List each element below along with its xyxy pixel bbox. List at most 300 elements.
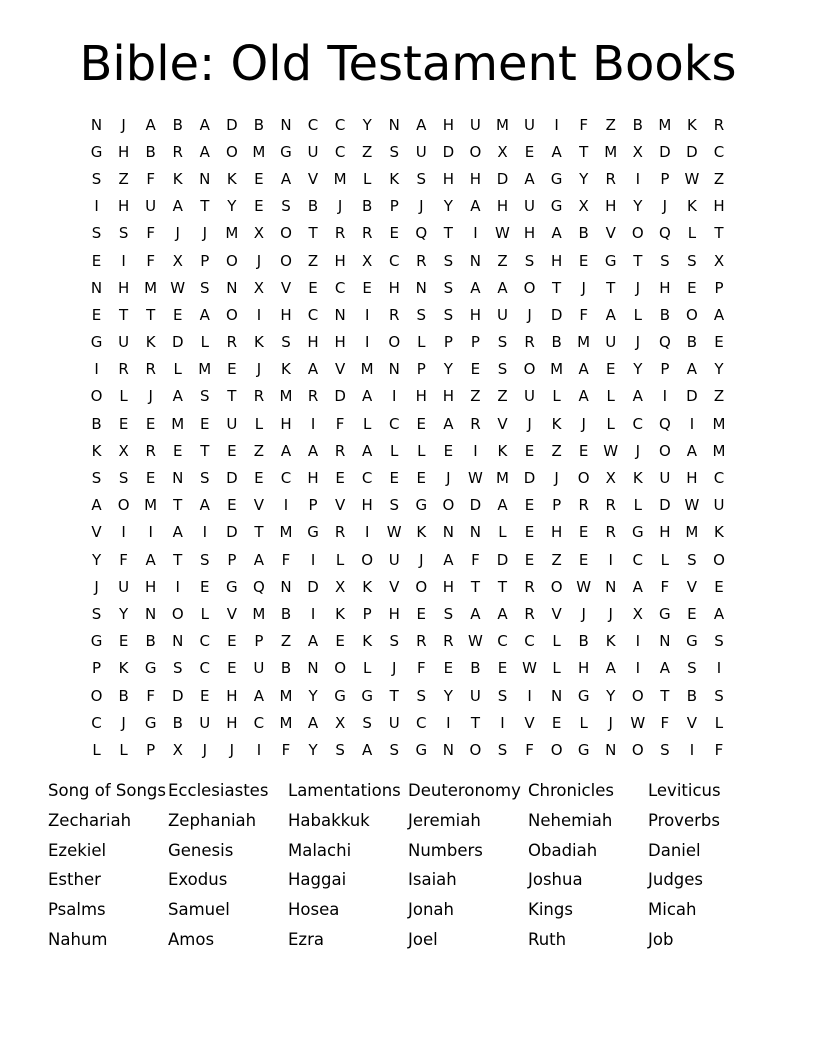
grid-letter: M [658, 115, 672, 134]
grid-letter: A [443, 550, 454, 569]
grid-letter: W [603, 441, 619, 460]
grid-letter: Z [713, 169, 725, 188]
word-list-item: Hosea [288, 900, 340, 920]
grid-letter: I [527, 686, 532, 705]
grid-letter: V [686, 577, 698, 596]
grid-letter: H [659, 278, 671, 297]
grid-letter: H [442, 169, 454, 188]
grid-letter: E [118, 632, 129, 651]
grid-letter: E [254, 169, 264, 188]
grid-letter: O [550, 577, 563, 596]
grid-letter: S [443, 305, 454, 324]
grid-letter: Y [362, 115, 372, 134]
grid-letter: F [146, 686, 155, 705]
grid-letter: I [689, 414, 695, 433]
grid-letter: U [524, 387, 536, 406]
grid-letter: A [172, 523, 183, 542]
grid-letter: E [227, 496, 237, 515]
grid-letter: H [550, 251, 563, 270]
grid-letter: J [202, 224, 207, 243]
word-list-item: Job [648, 929, 674, 949]
grid-letter: H [659, 523, 671, 542]
grid-letter: T [389, 686, 399, 705]
grid-letter: W [170, 278, 186, 297]
grid-letter: A [713, 604, 725, 623]
grid-letter: Z [307, 251, 319, 270]
grid-letter: G [90, 333, 103, 352]
grid-letter: E [308, 278, 318, 297]
grid-letter: D [469, 496, 482, 515]
grid-letter: S [416, 305, 427, 324]
grid-letter: R [524, 604, 535, 623]
grid-letter: R [605, 496, 616, 515]
grid-letter: S [497, 740, 508, 759]
grid-letter: N [388, 115, 400, 134]
grid-letter: D [226, 115, 238, 134]
grid-letter: E [443, 659, 454, 678]
grid-letter: U [199, 713, 211, 732]
grid-letter: B [659, 305, 670, 324]
grid-row [83, 492, 733, 519]
word-list-item: Proverbs [648, 810, 720, 830]
grid-letter: J [419, 197, 424, 216]
grid-letter: S [91, 604, 102, 623]
grid-letter: X [334, 577, 346, 596]
grid-letter: J [256, 251, 262, 270]
grid-letter: L [552, 632, 561, 651]
grid-letter: P [660, 169, 670, 188]
grid-letter: E [416, 469, 427, 488]
grid-letter: W [467, 632, 483, 651]
grid-letter: M [712, 441, 726, 460]
grid-letter: I [256, 740, 262, 759]
grid-letter: F [660, 713, 670, 732]
grid-letter: S [91, 469, 102, 488]
grid-letter: R [334, 523, 346, 542]
grid-letter: O [631, 686, 644, 705]
grid-letter: G [90, 142, 103, 161]
grid-letter: O [225, 142, 238, 161]
grid-letter: J [94, 577, 99, 596]
word-list-item: Chronicles [528, 781, 614, 800]
grid-letter: N [334, 305, 346, 324]
grid-letter: J [581, 414, 586, 433]
grid-letter: H [226, 713, 238, 732]
grid-letter: V [307, 169, 319, 188]
grid-letter: V [524, 713, 535, 732]
grid-letter: T [443, 224, 453, 243]
grid-row [83, 165, 733, 192]
grid-letter: N [90, 115, 103, 134]
grid-letter: F [579, 115, 588, 134]
grid-letter: N [307, 659, 319, 678]
grid-letter: B [362, 197, 373, 216]
grid-letter: C [334, 115, 346, 134]
grid-letter: Y [443, 686, 453, 705]
grid-letter: A [578, 387, 589, 406]
grid-letter: B [145, 142, 156, 161]
grid-letter: E [335, 632, 345, 651]
grid-letter: K [686, 115, 697, 134]
letter-grid [83, 111, 733, 764]
grid-letter: V [605, 224, 616, 243]
grid-row [83, 274, 733, 301]
grid-letter: A [145, 115, 156, 134]
grid-letter: H [280, 305, 292, 324]
grid-letter: I [554, 115, 559, 134]
grid-letter: J [527, 305, 532, 324]
grid-letter: W [386, 523, 402, 542]
grid-letter: R [605, 523, 616, 542]
grid-letter: D [307, 577, 319, 596]
grid-letter: T [200, 441, 210, 460]
grid-letter: F [146, 169, 155, 188]
grid-letter: A [713, 305, 725, 324]
grid-letter: Z [497, 387, 508, 406]
grid-letter: S [416, 686, 427, 705]
grid-letter: K [362, 577, 373, 596]
grid-letter: T [470, 713, 480, 732]
grid-letter: I [392, 387, 397, 406]
grid-letter: G [550, 169, 563, 188]
grid-letter: S [443, 278, 454, 297]
grid-letter: N [172, 632, 184, 651]
grid-letter: U [469, 686, 481, 705]
grid-letter: L [417, 441, 426, 460]
grid-letter: A [362, 441, 373, 460]
grid-letter: E [254, 197, 264, 216]
grid-letter: X [253, 224, 265, 243]
grid-letter: L [687, 224, 697, 243]
grid-letter: Y [714, 360, 724, 379]
page-title: Bible: Old Testament Books [79, 36, 737, 92]
grid-letter: I [148, 523, 153, 542]
grid-letter: S [497, 686, 508, 705]
grid-letter: B [307, 197, 319, 216]
grid-letter: O [523, 278, 536, 297]
grid-letter: A [632, 387, 643, 406]
grid-letter: C [632, 550, 644, 569]
grid-letter: M [360, 360, 374, 379]
grid-letter: B [172, 115, 183, 134]
grid-letter: G [631, 523, 644, 542]
grid-letter: I [635, 659, 640, 678]
grid-letter: R [118, 360, 129, 379]
grid-letter: H [361, 496, 373, 515]
grid-letter: R [334, 224, 346, 243]
grid-letter: O [280, 251, 292, 270]
grid-row [83, 546, 733, 573]
grid-letter: I [473, 441, 478, 460]
grid-letter: G [415, 740, 428, 759]
grid-letter: C [416, 713, 427, 732]
grid-letter: J [608, 604, 613, 623]
word-list-item: Nahum [48, 929, 108, 949]
grid-letter: O [225, 251, 238, 270]
grid-letter: U [415, 142, 427, 161]
grid-letter: G [577, 686, 590, 705]
grid-letter: Z [551, 441, 562, 460]
grid-letter: A [443, 414, 454, 433]
grid-letter: M [171, 414, 185, 433]
grid-letter: U [253, 659, 265, 678]
grid-letter: Y [579, 169, 589, 188]
grid-letter: K [632, 469, 643, 488]
grid-letter: H [388, 278, 400, 297]
grid-letter: A [199, 115, 210, 134]
grid-letter: E [443, 441, 454, 460]
grid-letter: F [416, 659, 426, 678]
grid-letter: O [550, 740, 563, 759]
grid-letter: T [173, 496, 183, 515]
word-list-item: Lamentations [288, 781, 401, 800]
grid-letter: N [605, 577, 617, 596]
grid-letter: C [199, 659, 211, 678]
grid-letter: O [523, 360, 536, 379]
grid-letter: J [527, 414, 532, 433]
grid-row [83, 628, 733, 655]
grid-letter: W [630, 713, 646, 732]
grid-letter: M [495, 469, 509, 488]
grid-letter: F [281, 550, 291, 569]
grid-letter: K [145, 333, 156, 352]
grid-letter: O [117, 496, 130, 515]
grid-letter: X [334, 713, 346, 732]
grid-letter: M [279, 713, 293, 732]
grid-letter: S [687, 251, 697, 270]
grid-letter: S [443, 251, 454, 270]
grid-letter: D [686, 387, 698, 406]
grid-letter: E [227, 441, 237, 460]
grid-letter: D [550, 305, 563, 324]
grid-row [83, 329, 733, 356]
grid-letter: N [280, 577, 292, 596]
grid-letter: I [662, 387, 668, 406]
grid-letter: X [632, 604, 643, 623]
grid-letter: H [713, 197, 725, 216]
word-list-item: Jonah [408, 900, 454, 920]
grid-letter: L [633, 496, 642, 515]
grid-letter: S [660, 740, 670, 759]
grid-letter: G [659, 604, 671, 623]
grid-letter: Z [713, 387, 725, 406]
grid-letter: I [608, 550, 613, 569]
grid-letter: E [687, 604, 697, 623]
grid-letter: I [716, 659, 722, 678]
grid-letter: R [145, 360, 156, 379]
grid-letter: H [415, 387, 427, 406]
grid-letter: O [171, 604, 184, 623]
grid-letter: V [686, 713, 698, 732]
grid-letter: S [200, 550, 210, 569]
grid-letter: O [388, 333, 401, 352]
grid-letter: W [522, 659, 537, 678]
grid-letter: P [416, 360, 426, 379]
grid-letter: J [608, 713, 613, 732]
word-list-item: Ezra [288, 929, 324, 949]
word-list-item: Kings [528, 900, 573, 920]
grid-letter: F [660, 577, 670, 596]
grid-letter: P [254, 632, 264, 651]
grid-letter: S [200, 278, 210, 297]
grid-letter: X [172, 251, 183, 270]
grid-letter: S [281, 333, 291, 352]
grid-letter: I [364, 305, 370, 324]
grid-letter: A [686, 360, 698, 379]
grid-letter: E [200, 686, 210, 705]
grid-letter: U [496, 305, 508, 324]
grid-letter: B [578, 632, 589, 651]
grid-letter: K [389, 169, 400, 188]
grid-letter: T [497, 577, 508, 596]
grid-letter: S [687, 550, 697, 569]
grid-letter: K [686, 197, 697, 216]
grid-letter: S [443, 604, 454, 623]
grid-letter: E [578, 550, 589, 569]
grid-letter: H [686, 469, 698, 488]
grid-letter: E [578, 523, 589, 542]
grid-letter: E [254, 469, 264, 488]
grid-letter: R [605, 169, 616, 188]
grid-letter: E [118, 414, 129, 433]
grid-row [83, 410, 733, 437]
grid-letter: I [202, 523, 207, 542]
grid-letter: H [578, 659, 590, 678]
grid-row [83, 220, 733, 247]
grid-letter: X [172, 740, 183, 759]
grid-letter: X [578, 197, 589, 216]
grid-letter: H [280, 414, 292, 433]
grid-letter: R [334, 441, 346, 460]
grid-letter: A [470, 604, 481, 623]
grid-letter: A [280, 441, 292, 460]
grid-letter: F [281, 740, 291, 759]
grid-letter: H [388, 604, 400, 623]
word-list-item: Habakkuk [288, 810, 370, 830]
grid-letter: S [416, 169, 427, 188]
grid-letter: J [229, 740, 235, 759]
grid-letter: P [660, 360, 670, 379]
grid-letter: C [199, 632, 211, 651]
grid-letter: O [442, 496, 455, 515]
grid-letter: H [117, 142, 130, 161]
grid-letter: M [279, 523, 293, 542]
grid-row [83, 600, 733, 627]
grid-letter: B [118, 686, 129, 705]
grid-letter: A [199, 305, 210, 324]
grid-letter: R [253, 387, 265, 406]
grid-letter: H [307, 333, 319, 352]
word-list-item: Zephaniah [168, 810, 257, 830]
grid-letter: E [470, 360, 481, 379]
grid-letter: A [280, 169, 292, 188]
grid-letter: Z [362, 142, 373, 161]
grid-letter: S [118, 224, 129, 243]
grid-letter: E [145, 414, 156, 433]
grid-letter: Z [551, 550, 562, 569]
grid-letter: S [714, 632, 724, 651]
word-list-item: Joshua [528, 870, 583, 890]
grid-letter: S [91, 169, 102, 188]
grid-letter: B [470, 659, 481, 678]
grid-letter: R [172, 142, 183, 161]
grid-letter: L [92, 740, 101, 759]
grid-letter: E [524, 550, 535, 569]
word-list-item: Ezekiel [48, 840, 107, 860]
grid-row [83, 464, 733, 491]
grid-letter: R [226, 333, 238, 352]
grid-letter: P [389, 197, 399, 216]
grid-letter: J [121, 115, 126, 134]
grid-letter: S [714, 686, 724, 705]
grid-letter: A [686, 441, 698, 460]
grid-letter: J [392, 659, 397, 678]
grid-letter: R [578, 496, 589, 515]
grid-letter: K [172, 169, 183, 188]
grid-letter: N [659, 632, 671, 651]
word-list-item: Psalms [48, 900, 106, 920]
grid-letter: O [658, 441, 671, 460]
grid-letter: U [307, 142, 319, 161]
grid-letter: N [550, 686, 563, 705]
grid-letter: T [227, 387, 237, 406]
grid-letter: G [577, 740, 590, 759]
grid-letter: K [416, 523, 427, 542]
grid-letter: E [551, 713, 562, 732]
grid-row [83, 655, 733, 682]
grid-letter: D [226, 469, 238, 488]
grid-letter: X [118, 441, 129, 460]
grid-letter: J [175, 224, 180, 243]
grid-letter: A [632, 577, 643, 596]
grid-letter: J [635, 333, 640, 352]
grid-letter: B [686, 333, 698, 352]
grid-letter: U [226, 414, 238, 433]
grid-letter: S [497, 333, 508, 352]
word-list-item: Deuteronomy [408, 781, 521, 800]
grid-letter: Q [658, 224, 671, 243]
grid-letter: H [442, 115, 454, 134]
grid-letter: D [496, 169, 509, 188]
grid-letter: C [524, 632, 535, 651]
grid-letter: T [714, 224, 724, 243]
grid-letter: I [635, 632, 640, 651]
grid-letter: D [686, 142, 698, 161]
grid-letter: N [469, 251, 482, 270]
grid-letter: J [256, 360, 262, 379]
grid-letter: A [551, 142, 562, 161]
grid-letter: I [473, 224, 478, 243]
grid-letter: A [605, 659, 616, 678]
grid-letter: U [118, 333, 130, 352]
grid-letter: J [337, 197, 343, 216]
grid-row [83, 193, 733, 220]
grid-letter: G [334, 686, 346, 705]
grid-letter: K [335, 604, 346, 623]
grid-letter: A [172, 387, 183, 406]
grid-letter: L [173, 360, 182, 379]
grid-letter: C [307, 305, 319, 324]
grid-letter: N [442, 523, 454, 542]
grid-letter: Z [497, 251, 508, 270]
grid-letter: M [144, 496, 158, 515]
grid-letter: B [280, 604, 292, 623]
grid-letter: C [253, 713, 265, 732]
grid-letter: S [524, 251, 535, 270]
grid-letter: U [469, 115, 481, 134]
grid-row [83, 111, 733, 138]
grid-letter: R [145, 441, 156, 460]
